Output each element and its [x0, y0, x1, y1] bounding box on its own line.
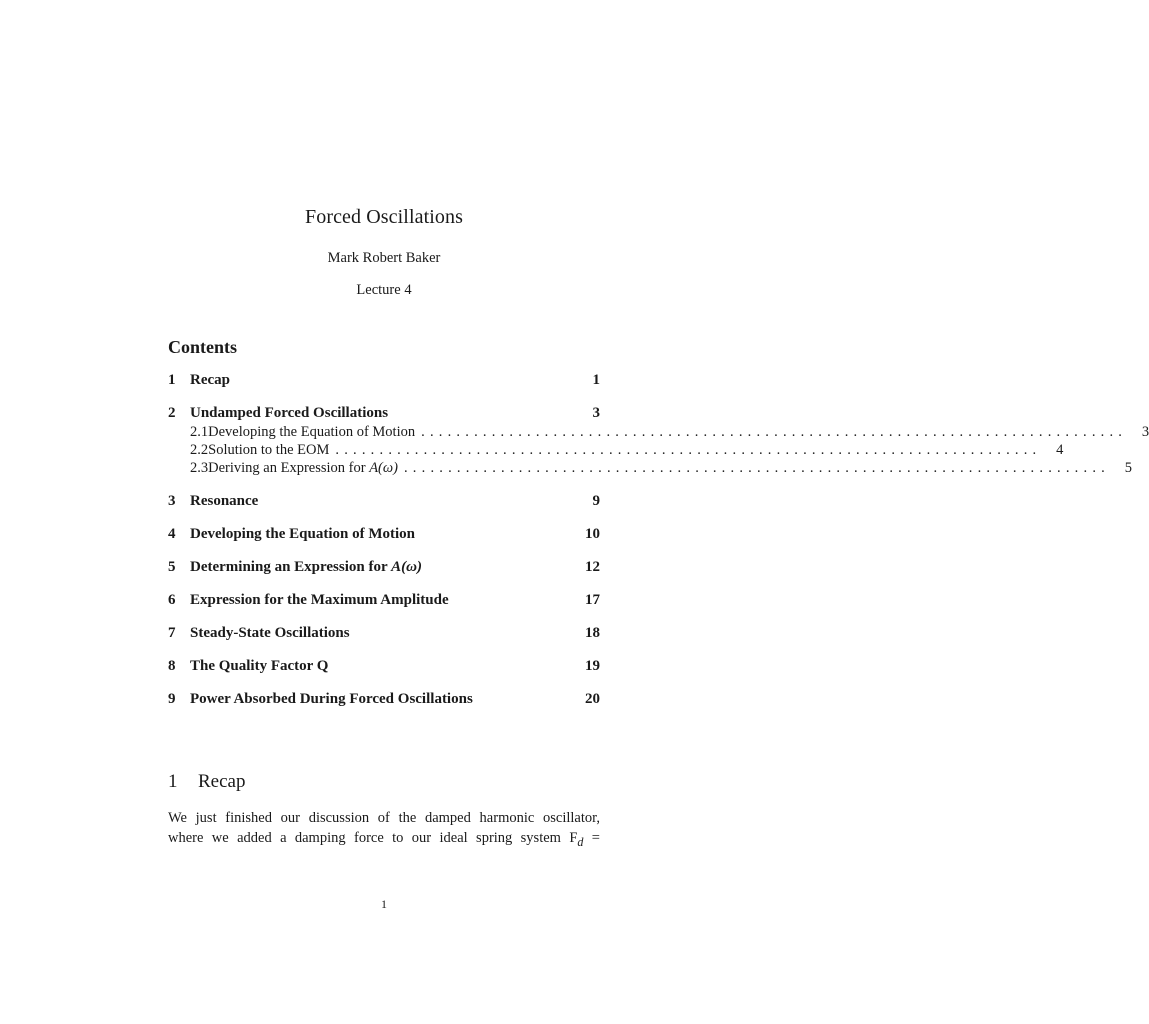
toc-entry-number: 4	[168, 526, 176, 542]
subscript-d: d	[577, 834, 584, 849]
toc-entry[interactable]	[168, 372, 600, 392]
body-paragraph	[168, 808, 600, 852]
toc-entry-number: 5	[168, 559, 176, 575]
toc-entry-number: 8	[168, 658, 176, 674]
toc-entry[interactable]	[168, 658, 600, 678]
toc-entry-page: 3	[592, 405, 600, 421]
toc-entry-number: 2.1	[190, 424, 209, 440]
toc-entry-label-text: Resonance	[190, 493, 259, 509]
toc-entry-label	[208, 424, 415, 441]
toc-entry-math: A(ω)	[391, 559, 422, 575]
toc-entry-page: 18	[585, 625, 600, 641]
section-title: Recap	[198, 771, 246, 792]
page-number: 1	[381, 897, 387, 911]
toc-entry-label-text: Developing the Equation of Motion	[190, 526, 416, 542]
toc-entry[interactable]	[168, 625, 600, 645]
toc-leader-dots: ................................................................................	[403, 460, 1110, 476]
toc-entry-label	[190, 625, 350, 642]
toc-entry-label-text: Steady-State Oscillations	[190, 625, 350, 641]
toc-entry-label	[190, 493, 258, 510]
toc-entry-page: 5	[1124, 460, 1132, 476]
section-heading	[168, 771, 245, 793]
toc-entry-label-text: Undamped Forced Oscillations	[190, 405, 389, 421]
toc-entry-label-text: Power Absorbed During Forced Oscillations	[190, 691, 473, 707]
toc-entry-page: 12	[585, 559, 600, 575]
toc-entry-page: 1	[592, 372, 600, 388]
toc-entry[interactable]	[168, 460, 1132, 480]
toc-entry-label-text: Developing the Equation of Motion	[208, 424, 416, 440]
toc-entry-label	[190, 405, 388, 422]
toc-entry-page: 4	[1056, 442, 1064, 458]
toc-entry-page: 9	[592, 493, 600, 509]
toc-entry-number: 7	[168, 625, 176, 641]
toc-entry[interactable]	[168, 493, 600, 513]
section-number: 1	[168, 771, 178, 792]
paragraph-text: =	[583, 830, 600, 846]
toc-entry-label	[190, 559, 422, 576]
toc-entry-page: 10	[585, 526, 600, 542]
toc-entry-label-text: The Quality Factor Q	[190, 658, 329, 674]
document-title: Forced Oscillations	[305, 206, 463, 228]
toc-entry[interactable]	[168, 559, 600, 579]
toc-entry-label-text: Solution to the EOM	[208, 442, 330, 458]
paragraph-line: We just finished our discussion of the damped harmonic oscillator,	[168, 810, 600, 826]
toc-entry-number: 9	[168, 691, 176, 707]
toc-entry-page: 17	[585, 592, 600, 608]
toc-entry-label	[208, 460, 398, 477]
toc-leader-dots: ................................................................................	[421, 424, 1128, 440]
paragraph-line	[168, 828, 600, 852]
toc-leader-dots: ................................................................................	[335, 442, 1042, 458]
document-author: Mark Robert Baker	[327, 250, 441, 266]
toc-entry-math: A(ω)	[369, 460, 398, 476]
toc-entry-label	[190, 691, 473, 708]
toc-entry-page: 19	[585, 658, 600, 674]
toc-entry-label	[190, 658, 328, 675]
contents-heading: Contents	[168, 337, 238, 357]
toc-entry[interactable]	[168, 424, 1149, 444]
toc-entry-number: 2	[168, 405, 176, 421]
toc-entry-number: 6	[168, 592, 176, 608]
toc-entry[interactable]	[168, 526, 600, 546]
toc-entry-page: 3	[1141, 424, 1149, 440]
toc-entry-label	[208, 442, 329, 459]
document-date: Lecture 4	[356, 282, 412, 298]
toc-entry-label	[190, 372, 230, 389]
toc-entry-label-text: Recap	[190, 372, 230, 388]
toc-entry[interactable]	[168, 405, 600, 425]
toc-entry[interactable]	[168, 592, 600, 612]
toc-entry[interactable]	[168, 442, 1064, 462]
toc-entry-number: 1	[168, 372, 176, 388]
toc-entry-number: 2.3	[190, 460, 209, 476]
toc-entry-page: 20	[585, 691, 600, 707]
toc-entry-label-text: Determining an Expression for	[190, 559, 392, 575]
toc-entry-label-text: Deriving an Expression for	[208, 460, 370, 476]
toc-entry-label	[190, 526, 415, 543]
toc-entry-number: 2.2	[190, 442, 209, 458]
toc-entry[interactable]	[168, 691, 600, 711]
paragraph-text: where we added a damping force to our ideal spring system F	[168, 830, 578, 846]
toc-entry-label-text: Expression for the Maximum Amplitude	[190, 592, 449, 608]
toc-entry-label	[190, 592, 449, 609]
toc-entry-number: 3	[168, 493, 176, 509]
